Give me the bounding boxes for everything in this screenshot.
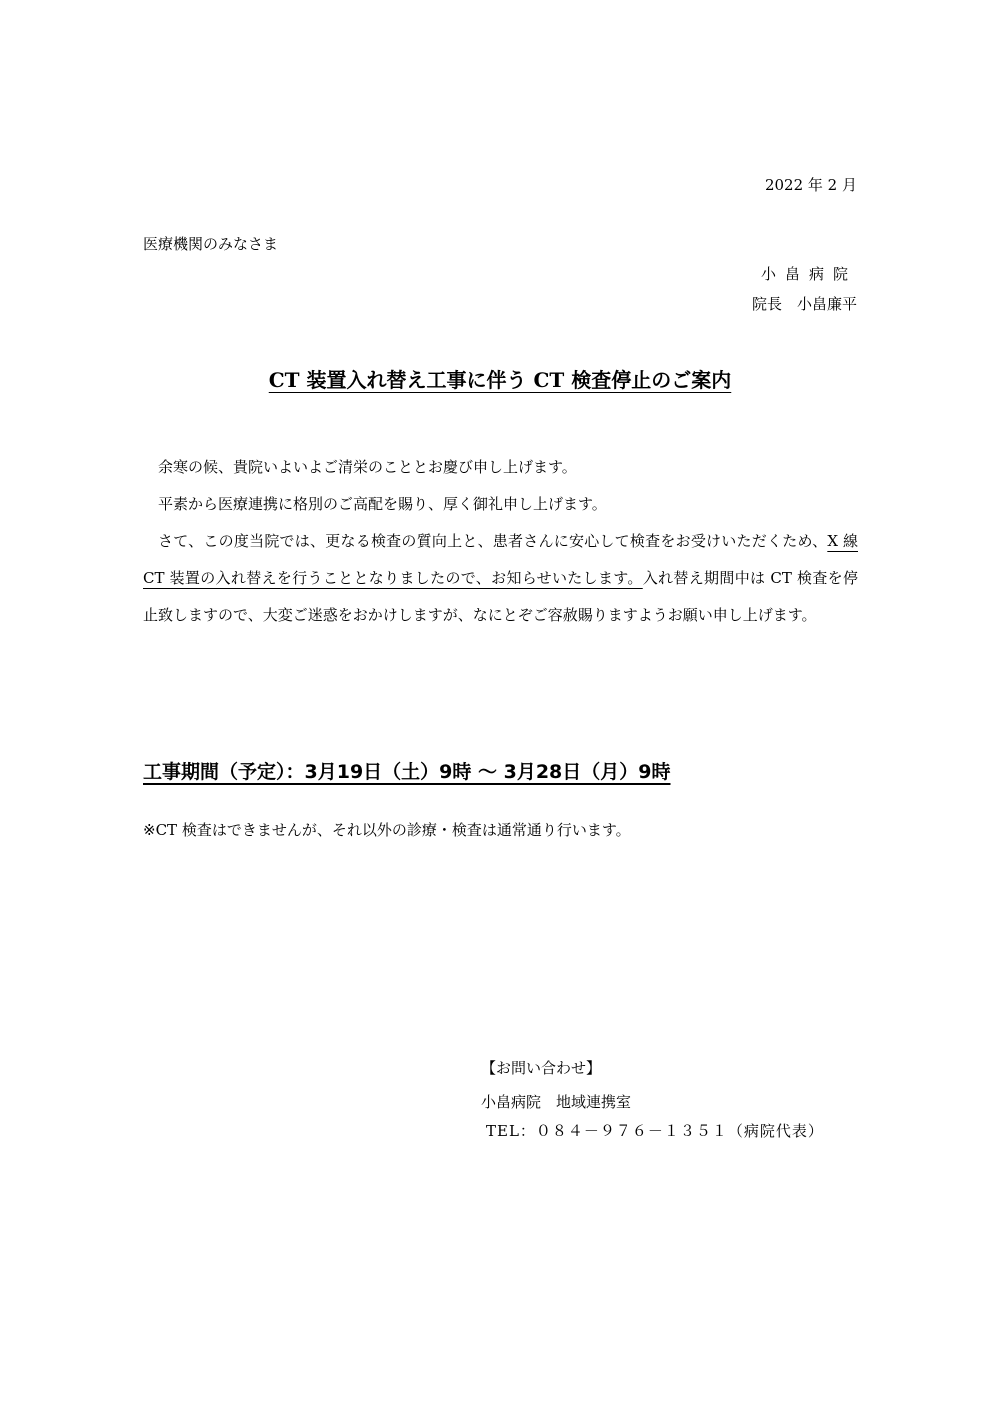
body-paragraph-greeting: 余寒の候、貴院いよいよご清栄のこととお慶び申し上げます。: [158, 458, 577, 476]
body-paragraph-announcement: [143, 523, 858, 634]
contact-phone: TEL：０８４－９７６－１３５１（病院代表）: [486, 1122, 824, 1140]
contact-department: 小畠病院 地域連携室: [481, 1093, 632, 1111]
announcement-underlined: X 線 CT 装置の入れ替えを行うこととなりましたので、お知らせいたします。: [143, 532, 858, 587]
announcement-request: 入れ替え期間中は CT 検査を停止致しますので、大変ご迷惑をおかけしますが、なにとぞご容赦賜りますようお願い申し上げます。: [143, 569, 858, 624]
announcement-intro: さて、この度当院では、更なる検査の質向上と、患者さんに安心して検査をお受けいただくため、: [158, 532, 828, 550]
document-title-text: CT 装置入れ替え工事に伴う CT 検査停止のご案内: [268, 368, 732, 392]
contact-heading: 【お問い合わせ】: [481, 1059, 602, 1077]
document-title: [0, 364, 1000, 393]
addressee: 医療機関のみなさま: [143, 235, 279, 253]
letter-body: [143, 449, 858, 634]
sender-director: 院長 小畠廉平: [751, 295, 857, 313]
sender-hospital: 小畠病院: [760, 265, 857, 283]
document-date: 2022 年 2 月: [764, 176, 857, 194]
construction-period: 工事期間（予定）：3月19日（土）9時 ～ 3月28日（月）9時: [143, 761, 671, 783]
body-paragraph-thanks: 平素から医療連携に格別のご高配を賜り、厚く御礼申し上げます。: [158, 495, 607, 513]
service-note: ※CT 検査はできませんが、それ以外の診療・検査は通常通り行います。: [143, 821, 631, 839]
